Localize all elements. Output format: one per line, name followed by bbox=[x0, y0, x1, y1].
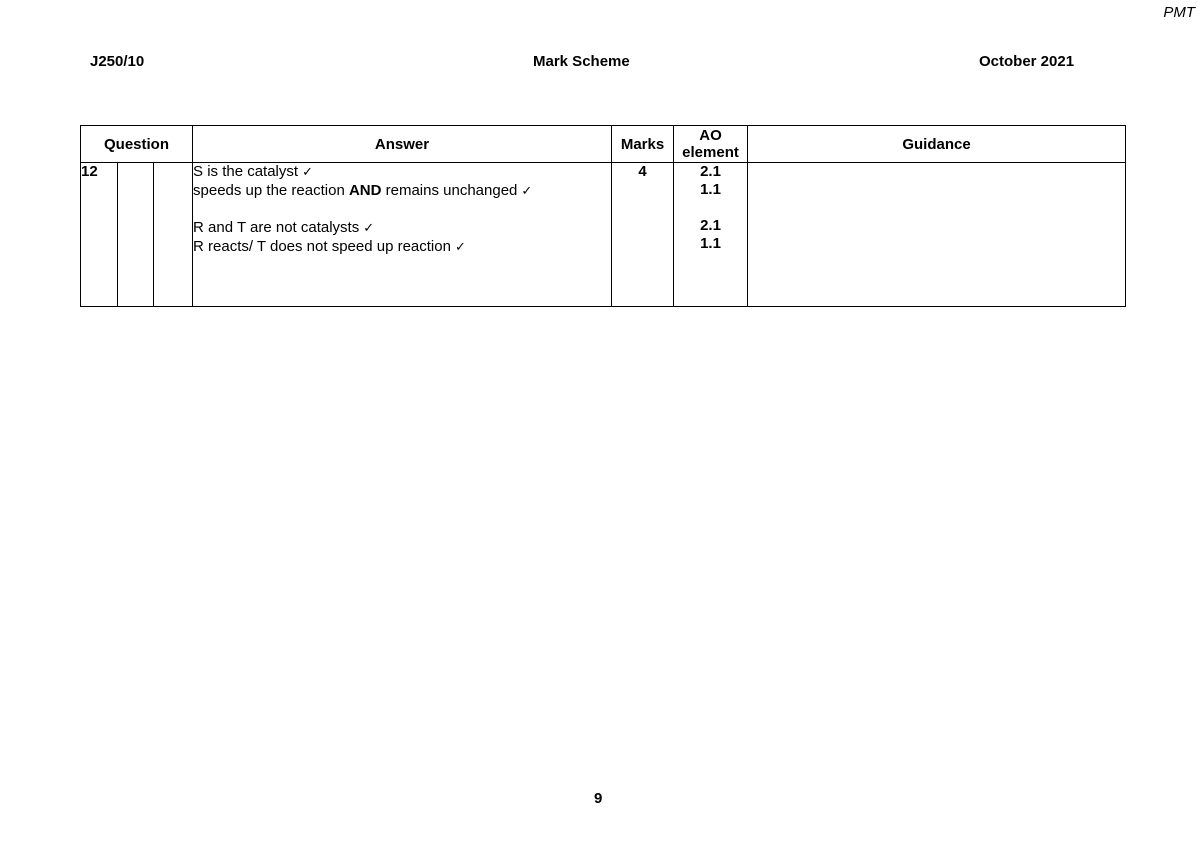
page-number: 9 bbox=[594, 790, 603, 807]
ao-value: 2.1 bbox=[700, 217, 721, 234]
answer-header: Answer bbox=[193, 126, 612, 163]
answer-cell bbox=[193, 163, 612, 307]
watermark-text: PMT bbox=[1163, 4, 1195, 21]
mark-scheme-table bbox=[80, 125, 1126, 307]
tick-icon: ✓ bbox=[302, 165, 313, 180]
ao-header-line2: element bbox=[682, 144, 739, 161]
ao-value: 1.1 bbox=[700, 235, 721, 252]
ao-cell bbox=[674, 163, 748, 307]
ao-value: 1.1 bbox=[700, 181, 721, 198]
exam-session: October 2021 bbox=[979, 53, 1075, 70]
ao-element-header bbox=[674, 126, 748, 163]
answer-line-1: S is the catalyst ✓ bbox=[193, 163, 313, 180]
guidance-header: Guidance bbox=[748, 126, 1126, 163]
table-row bbox=[81, 163, 1126, 307]
answer-keyword: AND bbox=[348, 182, 382, 199]
question-subpart-cell bbox=[154, 163, 193, 307]
question-header: Question bbox=[81, 126, 193, 163]
question-part-cell bbox=[118, 163, 154, 307]
ao-value: 2.1 bbox=[700, 163, 721, 180]
tick-icon: ✓ bbox=[363, 221, 375, 236]
answer-line-4: R reacts/ T does not speed up reaction ✓ bbox=[193, 238, 466, 255]
marks-cell: 4 bbox=[612, 163, 674, 307]
tick-icon: ✓ bbox=[521, 184, 533, 199]
guidance-cell bbox=[748, 163, 1126, 307]
answer-line-3: R and T are not catalysts ✓ bbox=[193, 219, 375, 236]
answer-line-2: speeds up the reaction AND remains unchanged ✓ bbox=[193, 182, 533, 199]
table-header-row bbox=[81, 126, 1126, 163]
tick-icon: ✓ bbox=[454, 240, 466, 255]
question-number: 12 bbox=[81, 163, 118, 307]
ao-header-line1: AO bbox=[699, 127, 722, 144]
document-title: Mark Scheme bbox=[533, 53, 630, 70]
marks-header: Marks bbox=[612, 126, 674, 163]
paper-code: J250/10 bbox=[90, 53, 145, 70]
